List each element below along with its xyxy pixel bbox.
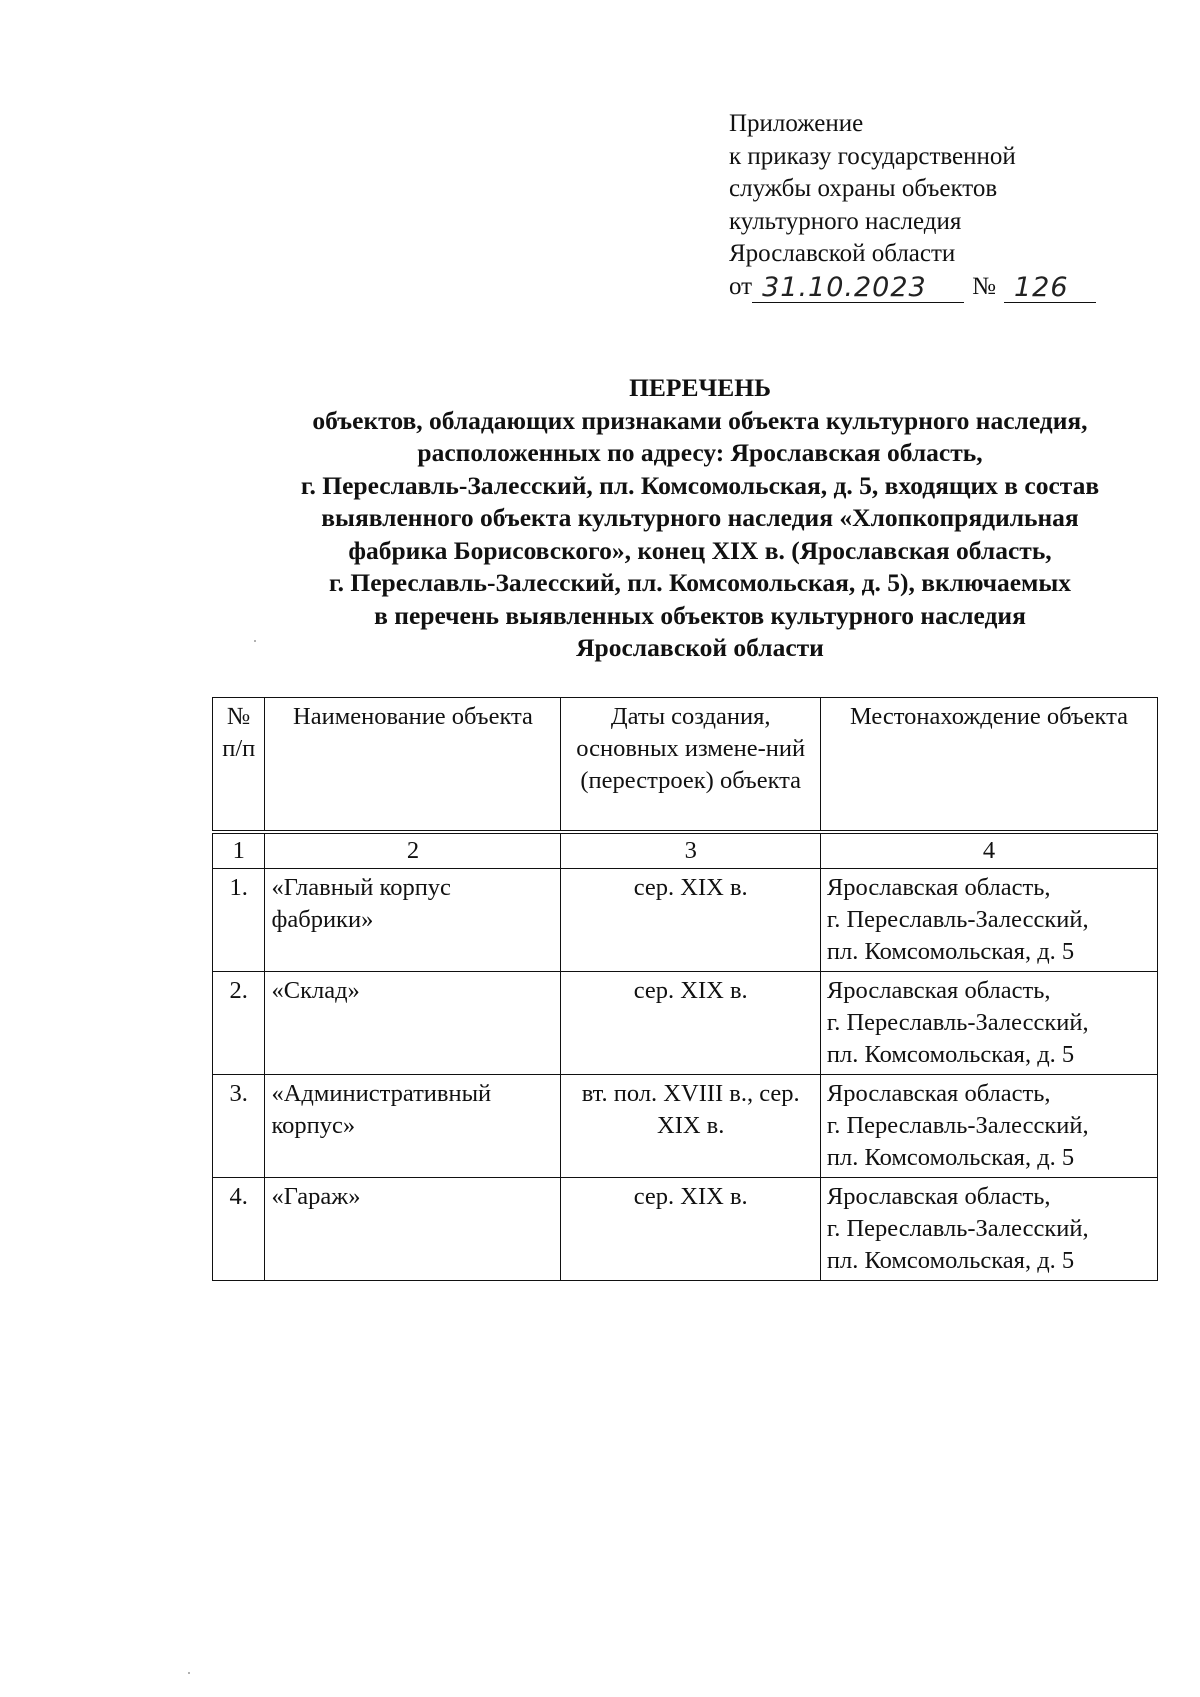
object-date: сер. XIX в. [561, 1178, 820, 1281]
object-address [820, 1075, 1157, 1178]
handwritten-number: 126 [1004, 274, 1096, 303]
header-number: № п/п [213, 698, 265, 833]
table-header-row [213, 698, 1158, 833]
appendix-block [729, 108, 1149, 303]
address-line: пл. Комсомольская, д. 5 [826, 938, 1075, 965]
title-line: г. Переславль-Залесский, пл. Комсомольская, д. 5), включаемых [328, 568, 1072, 597]
row-number: 1. [213, 869, 265, 972]
address-line: пл. Комсомольская, д. 5 [826, 1041, 1075, 1068]
table-row [213, 1178, 1158, 1281]
header-location: Местонахождение объекта [820, 698, 1157, 833]
object-address [820, 1178, 1157, 1281]
row-number: 4. [213, 1178, 265, 1281]
address-line: пл. Комсомольская, д. 5 [826, 1144, 1075, 1171]
column-number: 1 [213, 832, 265, 869]
appendix-line: Ярославской области [729, 240, 956, 267]
date-prefix: от [729, 272, 753, 300]
appendix-line: службы охраны объектов [729, 175, 998, 202]
table-row [213, 1075, 1158, 1178]
order-date-number-line [729, 271, 1149, 304]
appendix-line: культурного наследия [729, 207, 962, 235]
header-dates: Даты создания, основных измене-ний (перестроек) объекта [561, 698, 820, 833]
title-line: Ярославской области [576, 633, 824, 662]
address-line: г. Переславль-Залесский, [826, 1009, 1089, 1036]
title-line: г. Переславль-Залесский, пл. Комсомольская, д. 5, входящих в состав [300, 470, 1100, 500]
address-line: г. Переславль-Залесский, [826, 906, 1089, 933]
object-address [820, 869, 1157, 972]
address-line: Ярославская область, [826, 1080, 1051, 1107]
scan-speck [254, 640, 256, 642]
object-name: «Склад» [265, 972, 561, 1075]
address-line: Ярославская область, [826, 1183, 1051, 1210]
column-number: 3 [561, 832, 820, 869]
appendix-line: к приказу государственной [729, 142, 1016, 170]
address-line: пл. Комсомольская, д. 5 [826, 1247, 1075, 1274]
object-date: сер. XIX в. [561, 972, 820, 1075]
handwritten-date: 31.10.2023 [752, 274, 964, 303]
row-number: 3. [213, 1075, 265, 1178]
object-name: «Гараж» [265, 1178, 561, 1281]
column-number: 2 [265, 832, 561, 869]
title-line: фабрика Борисовского», конец XIX в. (Ярославская область, [348, 535, 1052, 565]
address-line: г. Переславль-Залесский, [826, 1112, 1089, 1139]
header-name: Наименование объекта [265, 698, 561, 833]
object-date: сер. XIX в. [561, 869, 820, 972]
row-number: 2. [213, 972, 265, 1075]
address-line: Ярославская область, [826, 977, 1051, 1004]
title-heading: ПЕРЕЧЕНЬ [629, 373, 771, 402]
object-name: «Главный корпус фабрики» [265, 869, 561, 972]
title-line: расположенных по адресу: Ярославская область, [417, 438, 983, 467]
table-row [213, 972, 1158, 1075]
object-date: вт. пол. XVIII в., сер. XIX в. [561, 1075, 820, 1178]
scan-speck [188, 1672, 190, 1674]
appendix-line: Приложение [729, 110, 864, 137]
objects-table [212, 697, 1158, 1281]
object-address [820, 972, 1157, 1075]
title-line: объектов, обладающих признаками объекта культурного наследия, [312, 405, 1088, 435]
address-line: Ярославская область, [826, 874, 1051, 901]
number-prefix: № [972, 272, 996, 300]
title-line: выявленного объекта культурного наследия «Хлопкопрядильная [321, 503, 1079, 532]
title-line: в перечень выявленных объектов культурного наследия [374, 600, 1026, 630]
object-name: «Административный корпус» [265, 1075, 561, 1178]
table-row [213, 869, 1158, 972]
document-title [200, 372, 1200, 665]
column-number-row [213, 832, 1158, 869]
address-line: г. Переславль-Залесский, [826, 1215, 1089, 1242]
column-number: 4 [820, 832, 1157, 869]
